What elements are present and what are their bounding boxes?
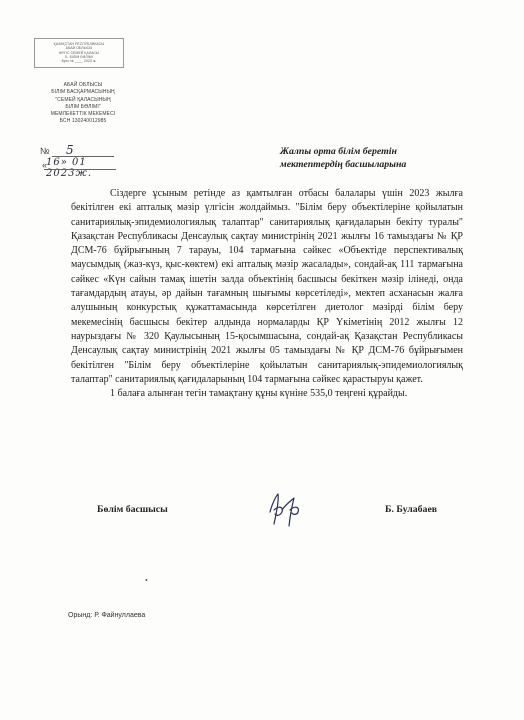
stamp-line: Кіріс № ____ 2023 ж. (61, 59, 97, 64)
department-line: БСН 130240012985 (59, 118, 107, 125)
body-paragraph: 1 балаға алынған тегін тамақтану құны күніне 535,0 теңгені құрайды. (110, 388, 408, 400)
stamp-line: ЖҮГІС СЕМЕЙ ҚАЛАСЫ (58, 50, 100, 55)
executor-note: Орынд: Р. Файнуллаева (68, 612, 146, 619)
addressee-line: Жалпы орта білім беретін (280, 146, 397, 157)
addressee (280, 145, 480, 171)
incoming-registration-stamp (34, 38, 124, 68)
body-paragraph: Сіздерге ұсыным ретінде аз қамтылған отбасы балалары үшін 2023 жылға бекітілген екі апталық мәзір үлгісін жолдаймыз. "Білім беру объектілеріне қойылатын санитариялық-эпидемиологиялық талаптар" санитариялық қағидаларын бекіту туралы" Қазақстан Республикасы Денсаулық сақтау министрінің 2021 жылғы 16 тамыздағы № ҚР ДСМ-76 бұйрығының 7 тарауы, 104 тармағына сәйкес «Объектіде перспективалық маусымдық (жаз-күз, қыс-көктем) екі апталық мәзір жасалады», сондай-ақ 111 тармағына сәйкес «Күн сайын тамақ ішетін залда объектінің басшысы бекіткен мәзір ілінеді, онда тағамдардың атауы, әр дайын тағамның шығымы көрсетіледі», мектеп асханасын жалға алушының конкурстық құжаттамасында көрсетілген диетолог мәзірді білім беру мекемесінің басшысы бекітер алдында нормаларды ҚР Үкіметінің 2012 жылғы 12 наурыздағы № 320 Қаулысының 15-қосымшасына, сондай-ақ Қазақстан Республикасы Денсаулық сақтау министрінің 2021 жылғы 05 тамыздағы № ҚР ДСМ-76 бұйрығымен бекітілген "Білім беру объектілеріне қойылатын санитариялық-эпидемиологиялық талаптар" санитариялық қағидаларының 104 тармағына сәйкес қарастыруы қажет. (71, 188, 463, 385)
addressee-line: мектептердің басшыларына (280, 159, 407, 170)
stamp-line: Б. БІЛІМ БӨЛІМІ (65, 54, 93, 59)
department-line: АБАЙ ОБЛЫСЫ (63, 82, 103, 88)
department-line: БІЛІМ БӨЛІМІ" (65, 103, 101, 110)
stamp-line: ҚАЗАҚСТАН РЕСПУБЛИКАСЫ (53, 42, 105, 46)
outgoing-number-block (40, 143, 130, 179)
stamp-line: АБАЙ ОБЛЫСЫ (65, 46, 93, 51)
department-line: "СЕМЕЙ ҚАЛАСЫНЫҢ (55, 96, 111, 103)
letter-body (71, 187, 463, 401)
sender-department-header (40, 82, 126, 126)
signatory-title: Бөлім басшысы (97, 504, 168, 515)
signatory-name: Б. Булабаев (385, 504, 438, 515)
date-prefix: « (42, 160, 48, 170)
date-underline (44, 169, 116, 170)
number-label: № (40, 146, 50, 156)
document-date: 16» 01 2023ж. (46, 157, 92, 179)
document-number: 5 (66, 143, 74, 157)
department-line: МЕМЛЕКЕТТІК МЕКЕМЕСІ (50, 111, 116, 118)
page-mark: • (145, 576, 148, 585)
department-line: БІЛІМ БАСҚАРМАСЫНЫҢ (51, 89, 115, 96)
handwritten-signature (262, 490, 310, 530)
